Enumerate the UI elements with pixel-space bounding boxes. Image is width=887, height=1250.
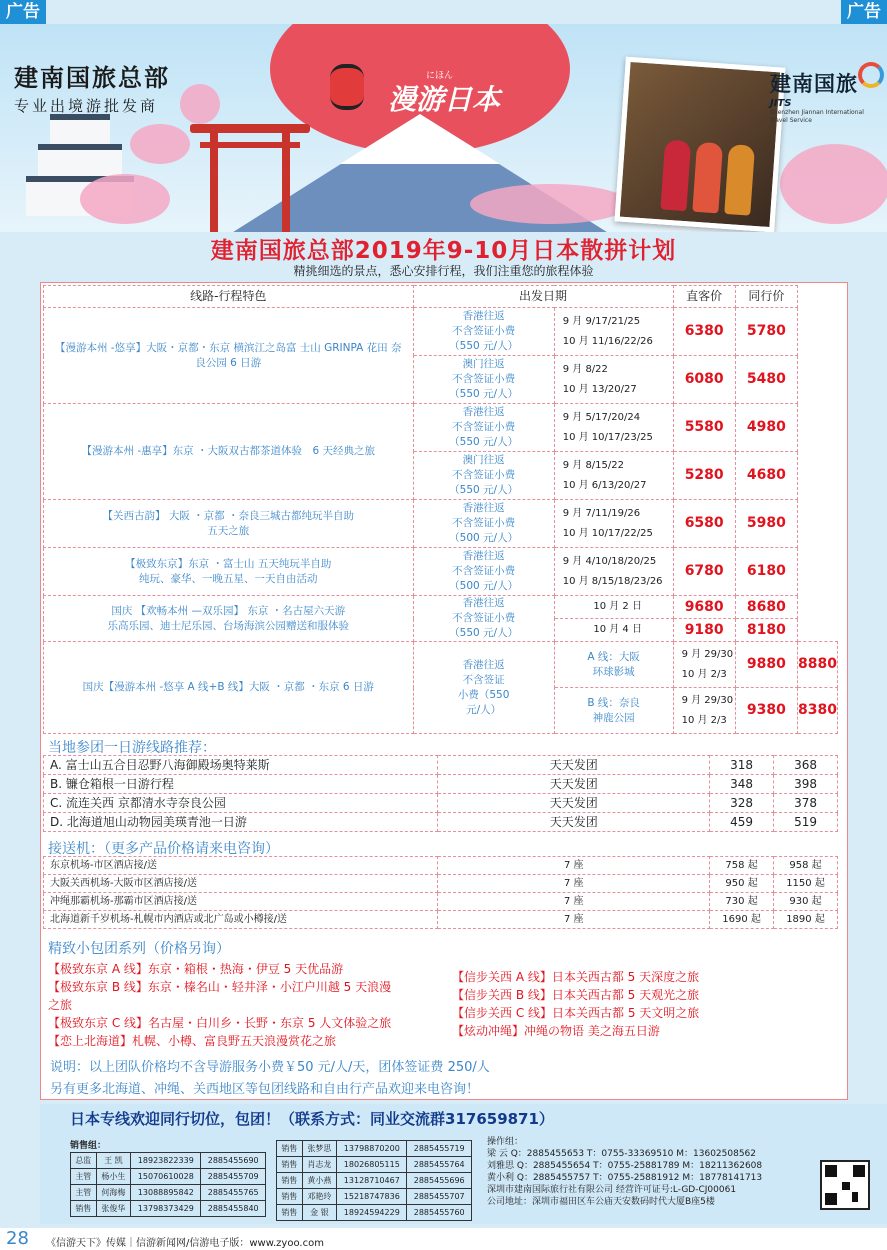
ad-label-right: 广告 [841, 0, 887, 24]
peer-price: 6180 [735, 548, 797, 596]
sales-cell: 黄小燕 [302, 1173, 337, 1189]
sales-cell: 2885455696 [407, 1173, 472, 1189]
departure-type: 香港往返 不含签证小费 （550 元/人） [413, 404, 554, 452]
logo-en-full: Shenzhen Jiannan International Travel Service [770, 109, 864, 124]
package-item: 之旅 [48, 998, 73, 1012]
sales-cell: 销售 [277, 1141, 303, 1157]
transfers-heading: 接送机：（更多产品价格请来电咨询） [48, 841, 279, 857]
hotline: 日本专线欢迎同行切位，包团！（联系方式：同业交流群317659871） [70, 1110, 554, 1128]
sales-cell: 2885455760 [407, 1205, 472, 1221]
direct-price: 6080 [673, 356, 735, 404]
sales-cell: 张俊华 [96, 1201, 131, 1217]
sales-cell: 主管 [71, 1169, 97, 1185]
sales-cell: 13798373429 [131, 1201, 201, 1217]
departure-type: 香港往返 不含签证 小费（550 元/人） [413, 642, 554, 734]
sales-cell: 总监 [71, 1153, 97, 1169]
departure-type: 澳门往返 不含签证小费 （550 元/人） [413, 452, 554, 500]
day-tour-schedule: 天天发团 [438, 794, 710, 813]
ops-line: 深圳市建南国际旅行社有限公司 经营许可证号:L-GD-CJ00061 [487, 1185, 737, 1195]
peer-price: 8180 [735, 619, 797, 642]
sales-cell: 销售 [277, 1189, 303, 1205]
sales-row [71, 1169, 266, 1185]
day-tour-row [44, 756, 838, 775]
day-tour-schedule: 天天发团 [438, 756, 710, 775]
departure-dates [554, 619, 673, 642]
date-line: 10 月 6/13/20/27 [562, 479, 647, 491]
sales-cell: 张梦思 [302, 1141, 337, 1157]
sales-cell: 销售 [71, 1201, 97, 1217]
sales-cell: 18924594229 [337, 1205, 407, 1221]
ops-title: 操作组： [487, 1137, 524, 1147]
sales-row [277, 1157, 472, 1173]
date-line: 10 月 10/17/22/25 [562, 527, 653, 539]
sales-cell: 杨小生 [96, 1169, 131, 1185]
date-line: 9 月 8/15/22 [562, 459, 624, 471]
packages-heading: 精致小包团系列（价格另询） [48, 941, 230, 957]
route-line: A 线：大阪 环球影城 [554, 642, 673, 688]
sales-cell: 13128710467 [337, 1173, 407, 1189]
day-tour-schedule: 天天发团 [438, 813, 710, 832]
day-tour-name: C. 流连关西 京都清水寺奈良公园 [44, 794, 438, 813]
transfer-direct: 1690 起 [710, 911, 774, 929]
sales-cell: 销售 [277, 1173, 303, 1189]
sales-row [277, 1141, 472, 1157]
transfer-peer: 1150 起 [774, 875, 838, 893]
transfers-table [43, 856, 838, 929]
sales-title: 销售组： [70, 1141, 107, 1151]
day-tour-peer: 368 [774, 756, 838, 775]
qr-code-icon[interactable] [820, 1160, 870, 1210]
sales-row [71, 1185, 266, 1201]
direct-price: 5280 [673, 452, 735, 500]
day-tour-row [44, 813, 838, 832]
sales-cell: 2885455719 [407, 1141, 472, 1157]
page-footer [0, 1228, 887, 1250]
route-name: 【漫游本州 -惠享】东京 ・大阪双古都茶道体验 6 天经典之旅 [44, 404, 414, 500]
day-tours-table [43, 755, 838, 832]
date-line: 10 月 4 日 [593, 624, 642, 635]
peer-price: 8880 [798, 642, 838, 688]
jits-logo [770, 68, 880, 125]
day-tour-name: A. 富士山五合目忍野八海御殿场奥特莱斯 [44, 756, 438, 775]
package-item: 【极致东京 C 线】名古屋・白川乡・长野・东京 5 人文体验之旅 [48, 1016, 392, 1030]
page-title: 建南国旅总部2019年9-10月日本散拼计划 [210, 238, 677, 264]
route-name: 【极致东京】东京 ・富士山 五天纯玩半自助 纯玩、豪华、一晚五星、一天自由活动 [44, 548, 414, 596]
day-tour-peer: 519 [774, 813, 838, 832]
note-2: 另有更多北海道、冲绳、关西地区等包团线路和自由行产品欢迎来电咨询！ [50, 1082, 480, 1097]
ad-label-left: 广告 [0, 0, 46, 24]
table-row [44, 308, 838, 356]
package-item: 【信步关西 B 线】日本关西古都 5 天观光之旅 [452, 988, 700, 1002]
table-row [44, 548, 838, 596]
date-line: 9 月 5/17/20/24 [562, 411, 641, 423]
sales-cell: 何海梅 [96, 1185, 131, 1201]
sales-cell: 肖志龙 [302, 1157, 337, 1173]
transfer-peer: 930 起 [774, 893, 838, 911]
transfer-row [44, 875, 838, 893]
transfer-seats: 7 座 [438, 875, 710, 893]
transfer-direct: 950 起 [710, 875, 774, 893]
itinerary-table [43, 285, 838, 734]
package-item: 【炫动冲绳】冲绳の物语 美之海五日游 [452, 1024, 660, 1038]
departure-type: 澳门往返 不含签证小费 （550 元/人） [413, 356, 554, 404]
hero-banner [0, 24, 887, 232]
departure-dates [554, 548, 673, 596]
sales-cell: 15070610028 [131, 1169, 201, 1185]
day-tour-row [44, 794, 838, 813]
logo-name: 建南国旅 [770, 72, 858, 96]
ops-line: 梁 云 Q：2885455653 T：0755-33369510 M：13602508562 [487, 1149, 756, 1159]
date-line: 10 月 11/16/22/26 [562, 335, 653, 347]
day-tour-direct: 328 [710, 794, 774, 813]
sales-cell: 15218747836 [337, 1189, 407, 1205]
departure-dates [554, 404, 673, 452]
sales-cell: 13798870200 [337, 1141, 407, 1157]
brand-name: 建南国旅总部 [14, 64, 170, 92]
sales-cell: 主管 [71, 1185, 97, 1201]
brand-block [14, 58, 170, 116]
departure-type: 香港往返 不含签证小费 （500 元/人） [413, 500, 554, 548]
package-item: 【极致东京 A 线】东京・箱根・热海・伊豆 5 天优品游 [48, 962, 344, 976]
lantern-icon [330, 64, 364, 110]
departure-dates [554, 452, 673, 500]
transfer-direct: 730 起 [710, 893, 774, 911]
sales-cell: 2885455690 [201, 1153, 266, 1169]
note-1: 说明：以上团队价格均不含导游服务小费￥50 元/人/天，团体签证费 250/人 [50, 1060, 490, 1075]
table-row [44, 500, 838, 548]
direct-price: 9880 [735, 642, 797, 688]
day-tour-row [44, 775, 838, 794]
table-row [44, 642, 838, 688]
brand-slogan: 专业出境游批发商 [14, 97, 159, 115]
day-tour-direct: 459 [710, 813, 774, 832]
sales-row [277, 1173, 472, 1189]
date-line: 9 月 29/30 [681, 694, 734, 706]
direct-price: 9680 [673, 596, 735, 619]
transfer-row [44, 857, 838, 875]
peer-price: 8680 [735, 596, 797, 619]
direct-price: 6580 [673, 500, 735, 548]
table-row [44, 404, 838, 452]
cherry-blossom [470, 184, 630, 224]
transfer-seats: 7 座 [438, 893, 710, 911]
sales-cell: 王 凯 [96, 1153, 131, 1169]
peer-price: 5480 [735, 356, 797, 404]
sales-cell: 18923822339 [131, 1153, 201, 1169]
direct-price: 9180 [673, 619, 735, 642]
date-line: 9 月 8/22 [562, 363, 608, 375]
date-line: 10 月 13/20/27 [562, 383, 637, 395]
peer-price: 8380 [798, 688, 838, 734]
transfer-peer: 1890 起 [774, 911, 838, 929]
packages-right [452, 968, 832, 1040]
fuji-snowcap [340, 114, 500, 164]
sales-row [71, 1201, 266, 1217]
transfer-name: 大阪关西机场-大阪市区酒店接/送 [44, 875, 438, 893]
publication-info: 《信游天下》传媒｜信游新闻网/信游电子版：www.zyoo.com [46, 1238, 324, 1249]
package-item: 【信步关西 C 线】日本关西古都 5 天文明之旅 [452, 1006, 700, 1020]
operations-contacts [487, 1136, 762, 1208]
date-line: 9 月 9/17/21/25 [562, 315, 641, 327]
date-line: 10 月 2/3 [681, 714, 727, 726]
banner-title: 漫游日本 [388, 83, 501, 116]
sales-table-left [70, 1152, 266, 1217]
day-tour-name: B. 镰仓箱根一日游行程 [44, 775, 438, 794]
sales-cell: 2885455840 [201, 1201, 266, 1217]
header-peer: 同行价 [735, 286, 797, 308]
departure-type: 香港往返 不含签证小费 （500 元/人） [413, 548, 554, 596]
package-item: 【信步关西 A 线】日本关西古都 5 天深度之旅 [452, 970, 700, 984]
sales-cell: 13088895842 [131, 1185, 201, 1201]
route-name: 国庆 【欢畅本州 —双乐园】 东京 ・名古屋六天游 乐高乐园、迪士尼乐园、台场海滨公园赠送和服体验 [44, 596, 414, 642]
date-line: 10 月 10/17/23/25 [562, 431, 653, 443]
package-item: 【极致东京 B 线】东京・榛名山・轻井泽・小江户川越 5 天浪漫 [48, 980, 392, 994]
cherry-blossom [130, 124, 190, 164]
sales-cell: 2885455765 [201, 1185, 266, 1201]
departure-dates [554, 500, 673, 548]
departure-dates [554, 596, 673, 619]
sales-row [277, 1205, 472, 1221]
sales-cell: 邓艳玲 [302, 1189, 337, 1205]
direct-price: 6380 [673, 308, 735, 356]
transfer-direct: 758 起 [710, 857, 774, 875]
transfer-seats: 7 座 [438, 857, 710, 875]
sales-cell: 2885455764 [407, 1157, 472, 1173]
day-tour-schedule: 天天发团 [438, 775, 710, 794]
transfer-name: 冲绳那霸机场-那霸市区酒店接/送 [44, 893, 438, 911]
day-tour-name: D. 北海道旭山动物园美瑛青池一日游 [44, 813, 438, 832]
departure-dates [554, 308, 673, 356]
day-tour-peer: 378 [774, 794, 838, 813]
header-route: 线路-行程特色 [44, 286, 414, 308]
day-tour-peer: 398 [774, 775, 838, 794]
peer-price: 5980 [735, 500, 797, 548]
ops-line: 公司地址：深圳市福田区车公庙天安数码时代大厦B座5楼 [487, 1197, 715, 1207]
departure-type: 香港往返 不含签证小费 （550 元/人） [413, 308, 554, 356]
day-tour-direct: 348 [710, 775, 774, 794]
route-line: B 线：奈良 神鹿公园 [554, 688, 673, 734]
header-date: 出发日期 [413, 286, 673, 308]
sales-cell: 2885455709 [201, 1169, 266, 1185]
date-line: 10 月 2 日 [593, 601, 642, 612]
direct-price: 6780 [673, 548, 735, 596]
date-line: 10 月 2/3 [681, 668, 727, 680]
transfer-seats: 7 座 [438, 911, 710, 929]
logo-en: JITS [770, 98, 792, 109]
page-subtitle: 精挑细选的景点，悉心安排行程，我们注重您的旅程体验 [293, 264, 594, 278]
transfer-row [44, 911, 838, 929]
peer-price: 4980 [735, 404, 797, 452]
direct-price: 9380 [735, 688, 797, 734]
day-tours-heading: 当地参团一日游线路推荐： [48, 740, 216, 756]
direct-price: 5580 [673, 404, 735, 452]
peer-price: 5780 [735, 308, 797, 356]
torii-gate [190, 124, 310, 232]
sales-cell: 金 银 [302, 1205, 337, 1221]
page-number: 28 [6, 1228, 29, 1249]
sales-row [277, 1189, 472, 1205]
cherry-blossom [180, 84, 220, 124]
sales-table-right [276, 1140, 472, 1221]
ops-line: 刘雅思 Q：2885455654 T：0755-25881789 M：18211362608 [487, 1161, 763, 1171]
departure-dates [554, 356, 673, 404]
departure-dates [673, 688, 735, 734]
route-name: 【漫游本州 -悠享】大阪・京都・东京 横滨江之岛富 士山 GRINPA 花田 奈良公园 6 日游 [44, 308, 414, 404]
transfer-name: 北海道新千岁机场-札幌市内酒店或北广岛或小樽接/送 [44, 911, 438, 929]
departure-dates [673, 642, 735, 688]
header-direct: 直客价 [673, 286, 735, 308]
cherry-blossom [80, 174, 170, 224]
sales-row [71, 1153, 266, 1169]
sales-cell: 销售 [277, 1205, 303, 1221]
ops-line: 黄小利 Q：2885455757 T：0755-25881912 M：18778141713 [487, 1173, 763, 1183]
cherry-blossom [780, 144, 887, 224]
sales-cell: 2885455707 [407, 1189, 472, 1205]
day-tour-direct: 318 [710, 756, 774, 775]
peer-price: 4680 [735, 452, 797, 500]
sales-cell: 销售 [277, 1157, 303, 1173]
departure-type: 香港往返 不含签证小费 （550 元/人） [413, 596, 554, 642]
transfer-peer: 958 起 [774, 857, 838, 875]
route-name: 【关西古韵】 大阪 ・京都 ・奈良三城古都纯玩半自助 五天之旅 [44, 500, 414, 548]
route-name: 国庆【漫游本州 -悠享 A 线+B 线】大阪 ・京都 ・东京 6 日游 [44, 642, 414, 734]
table-row [44, 596, 838, 619]
banner-ruby: にほん [426, 71, 454, 81]
sales-cell: 18026805115 [337, 1157, 407, 1173]
packages-left [48, 960, 438, 1050]
date-line: 9 月 4/10/18/20/25 [562, 555, 657, 567]
date-line: 9 月 7/11/19/26 [562, 507, 641, 519]
geisha-photo [614, 57, 785, 232]
transfer-row [44, 893, 838, 911]
date-line: 10 月 8/15/18/23/26 [562, 575, 663, 587]
table-header-row [44, 286, 838, 308]
transfer-name: 东京机场-市区酒店接/送 [44, 857, 438, 875]
date-line: 9 月 29/30 [681, 648, 734, 660]
package-item: 【恋上北海道】札幌、小樽、富良野五天浪漫赏花之旅 [48, 1034, 337, 1048]
